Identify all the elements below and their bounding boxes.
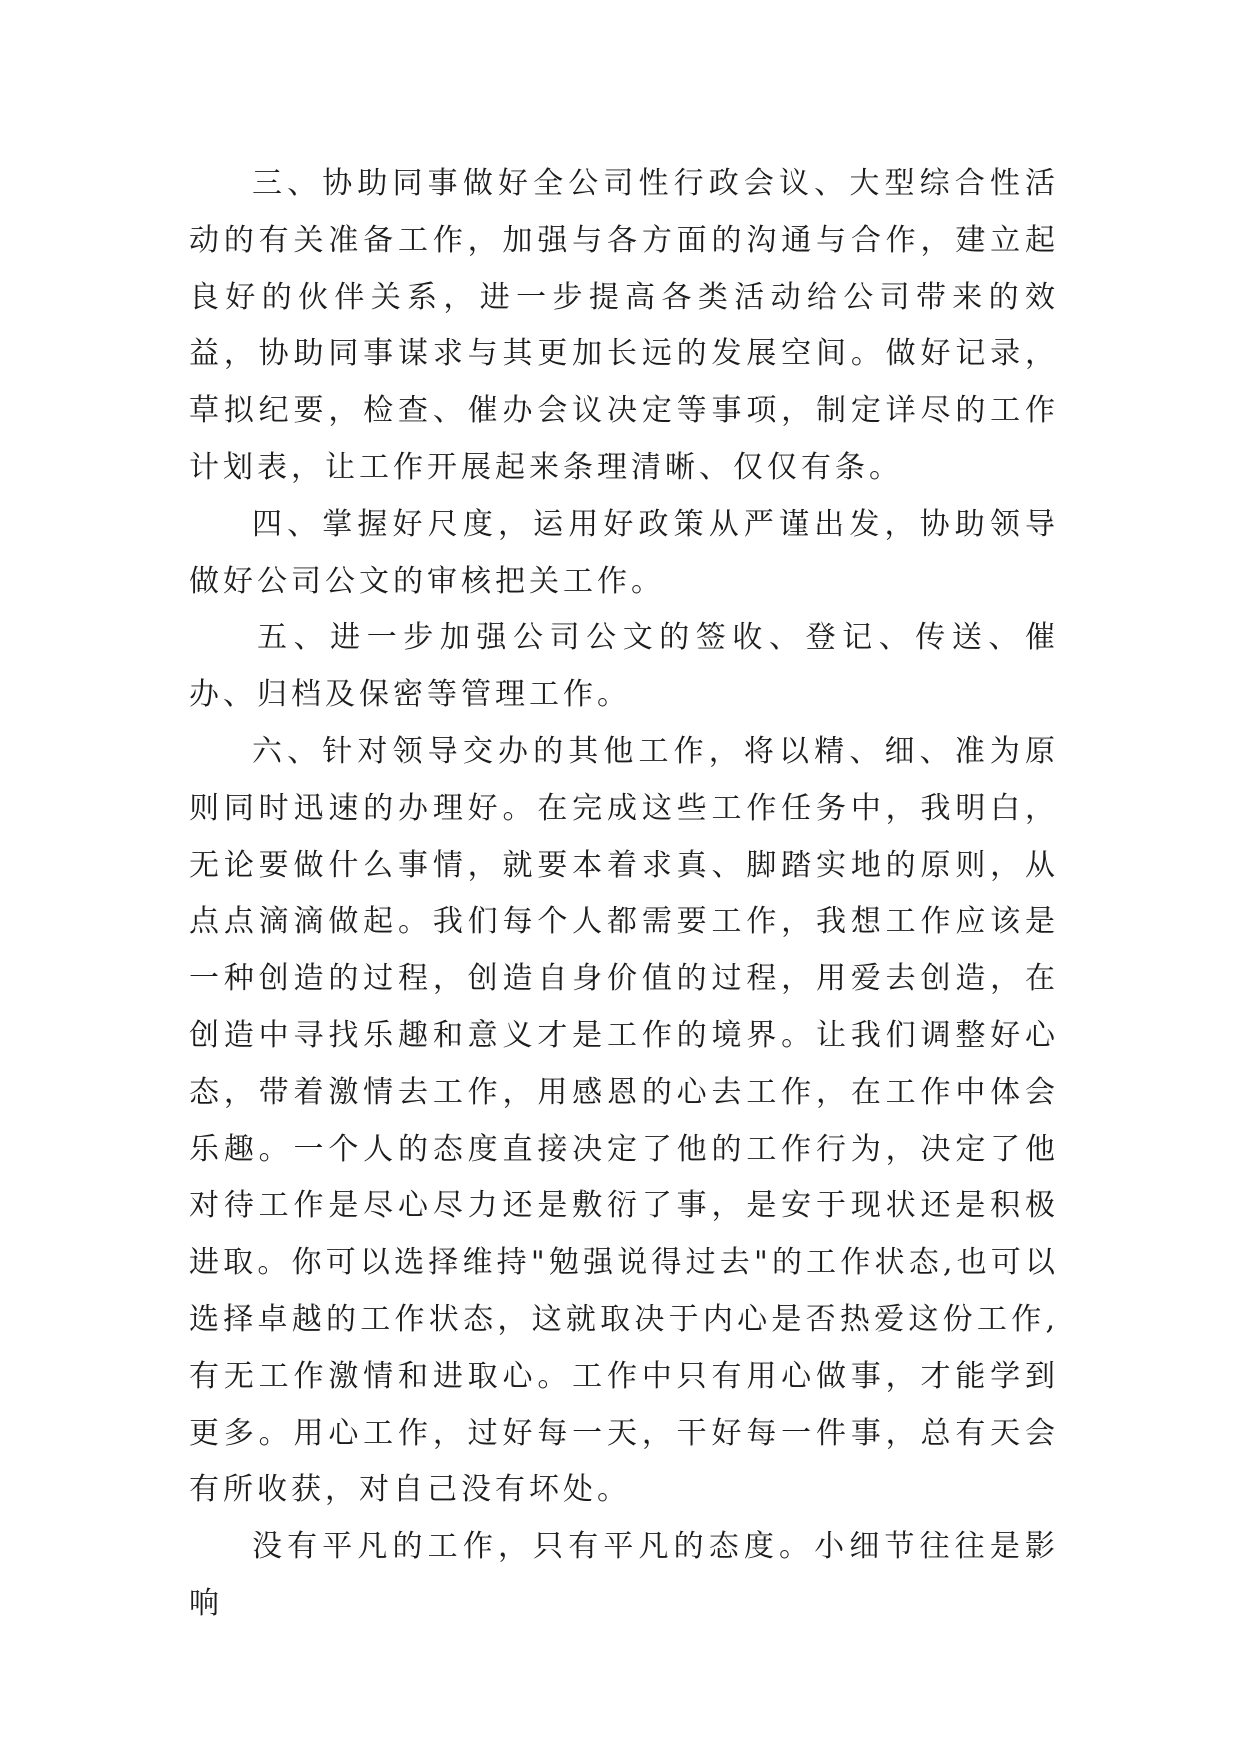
- paragraph-conclusion: 没有平凡的工作，只有平凡的态度。小细节往往是影响: [189, 1529, 1059, 1621]
- paragraph-section-six: 六、针对领导交办的其他工作，将以精、细、准为原则同时迅速的办理好。在完成这些工作任务中，我明白，无论要做什么事情，就要本着求真、脚踏实地的原则，从点点滴滴做起。我们每个人都需要工作，我想工作应该是一种创造的过程，创造自身价值的过程，用爱去创造，在创造中寻找乐趣和意义才是工作的境界。让我们调整好心态，带着激情去工作，用感恩的心去工作，在工作中体会乐趣。一个人的态度直接决定了他的工作行为，决定了他对待工作是尽心尽力还是敷衍了事，是安于现状还是积极进取。你可以选择维持"勉强说得过去"的工作状态,也可以选择卓越的工作状态，这就取决于内心是否热爱这份工作,有无工作激情和进取心。工作中只有用心做事，才能学到更多。用心工作，过好每一天，干好每一件事，总有天会有所收获，对自己没有坏处。: [189, 733, 1059, 1508]
- paragraph-section-three: 三、协助同事做好全公司性行政会议、大型综合性活动的有关准备工作，加强与各方面的沟通与合作，建立起良好的伙伴关系，进一步提高各类活动给公司带来的效益，协助同事谋求与其更加长远的发展空间。做好记录，草拟纪要，检查、催办会议决定等事项，制定详尽的工作计划表，让工作开展起来条理清晰、仅仅有条。: [189, 166, 1059, 485]
- paragraph-section-five: 五、进一步加强公司公文的签收、登记、传送、催办、归档及保密等管理工作。: [189, 620, 1059, 713]
- paragraph-section-four: 四、掌握好尺度，运用好政策从严谨出发，协助领导做好公司公文的审核把关工作。: [189, 506, 1059, 599]
- document-body: [189, 156, 1059, 1633]
